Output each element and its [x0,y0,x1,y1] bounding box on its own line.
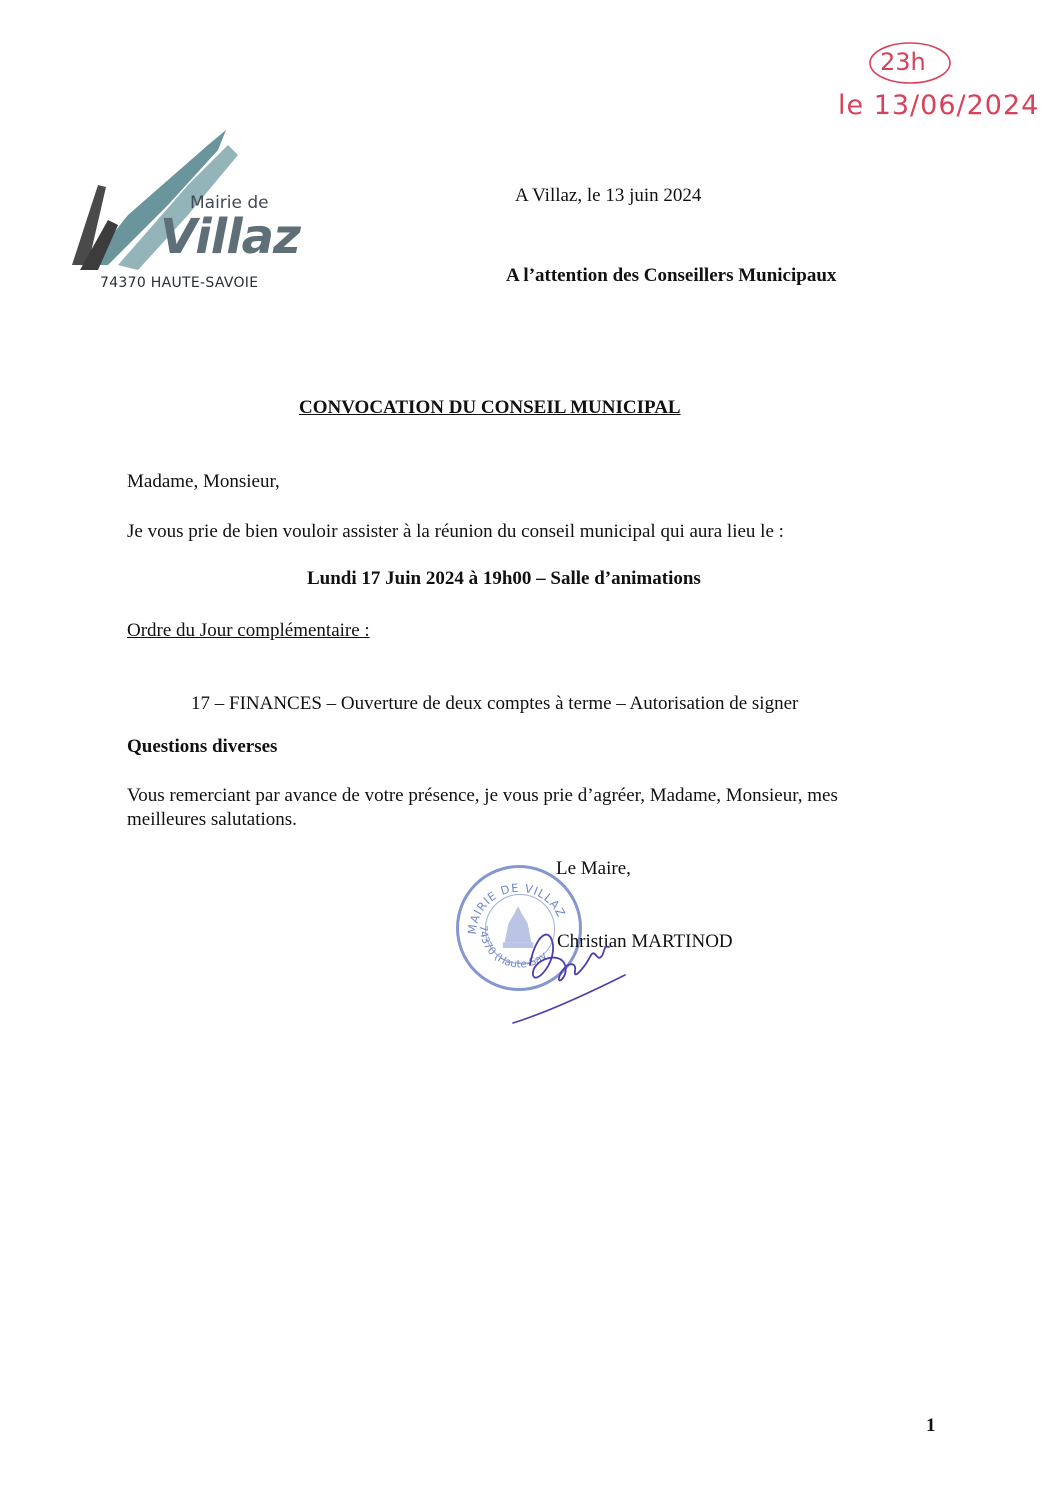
stamp-text-top: MAIRIE DE VILLAZ [464,880,569,936]
agenda-item: 17 – FINANCES – Ouverture de deux comptes à terme – Autorisation de signer [191,693,799,714]
logo-address: 74370 HAUTE-SAVOIE [100,275,259,291]
document-title: CONVOCATION DU CONSEIL MUNICIPAL [299,397,681,418]
logo-villaz: Villaz [160,209,300,265]
handwritten-time-annotation [868,40,952,86]
annotation-time: 23h [880,48,926,76]
place-date: A Villaz, le 13 juin 2024 [515,185,702,206]
mairie-logo [68,125,300,300]
salutation: Madame, Monsieur, [127,471,280,492]
annotation-date: le 13/06/2024 [838,90,1040,121]
questions-diverses: Questions diverses [127,736,278,757]
closing-line-1: Vous remerciant par avance de votre présence, je vous prie d’agréer, Madame, Monsieur, mes [127,785,838,806]
mayor-role: Le Maire, [556,858,631,879]
meeting-details: Lundi 17 Juin 2024 à 19h00 – Salle d’animations [307,568,701,589]
recipients: A l’attention des Conseillers Municipaux [506,265,837,286]
stamp-text-bottom: 74370 (Haute-Sav [476,924,550,971]
logo-mairie-de: Mairie de [190,193,269,213]
mayor-signature [505,905,630,1030]
agenda-heading: Ordre du Jour complémentaire : [127,620,370,641]
page-number: 1 [926,1415,936,1436]
mayor-name: Christian MARTINOD [557,931,733,952]
invitation-text: Je vous prie de bien vouloir assister à la réunion du conseil municipal qui aura lieu le : [127,521,784,542]
closing-line-2: meilleures salutations. [127,809,297,830]
